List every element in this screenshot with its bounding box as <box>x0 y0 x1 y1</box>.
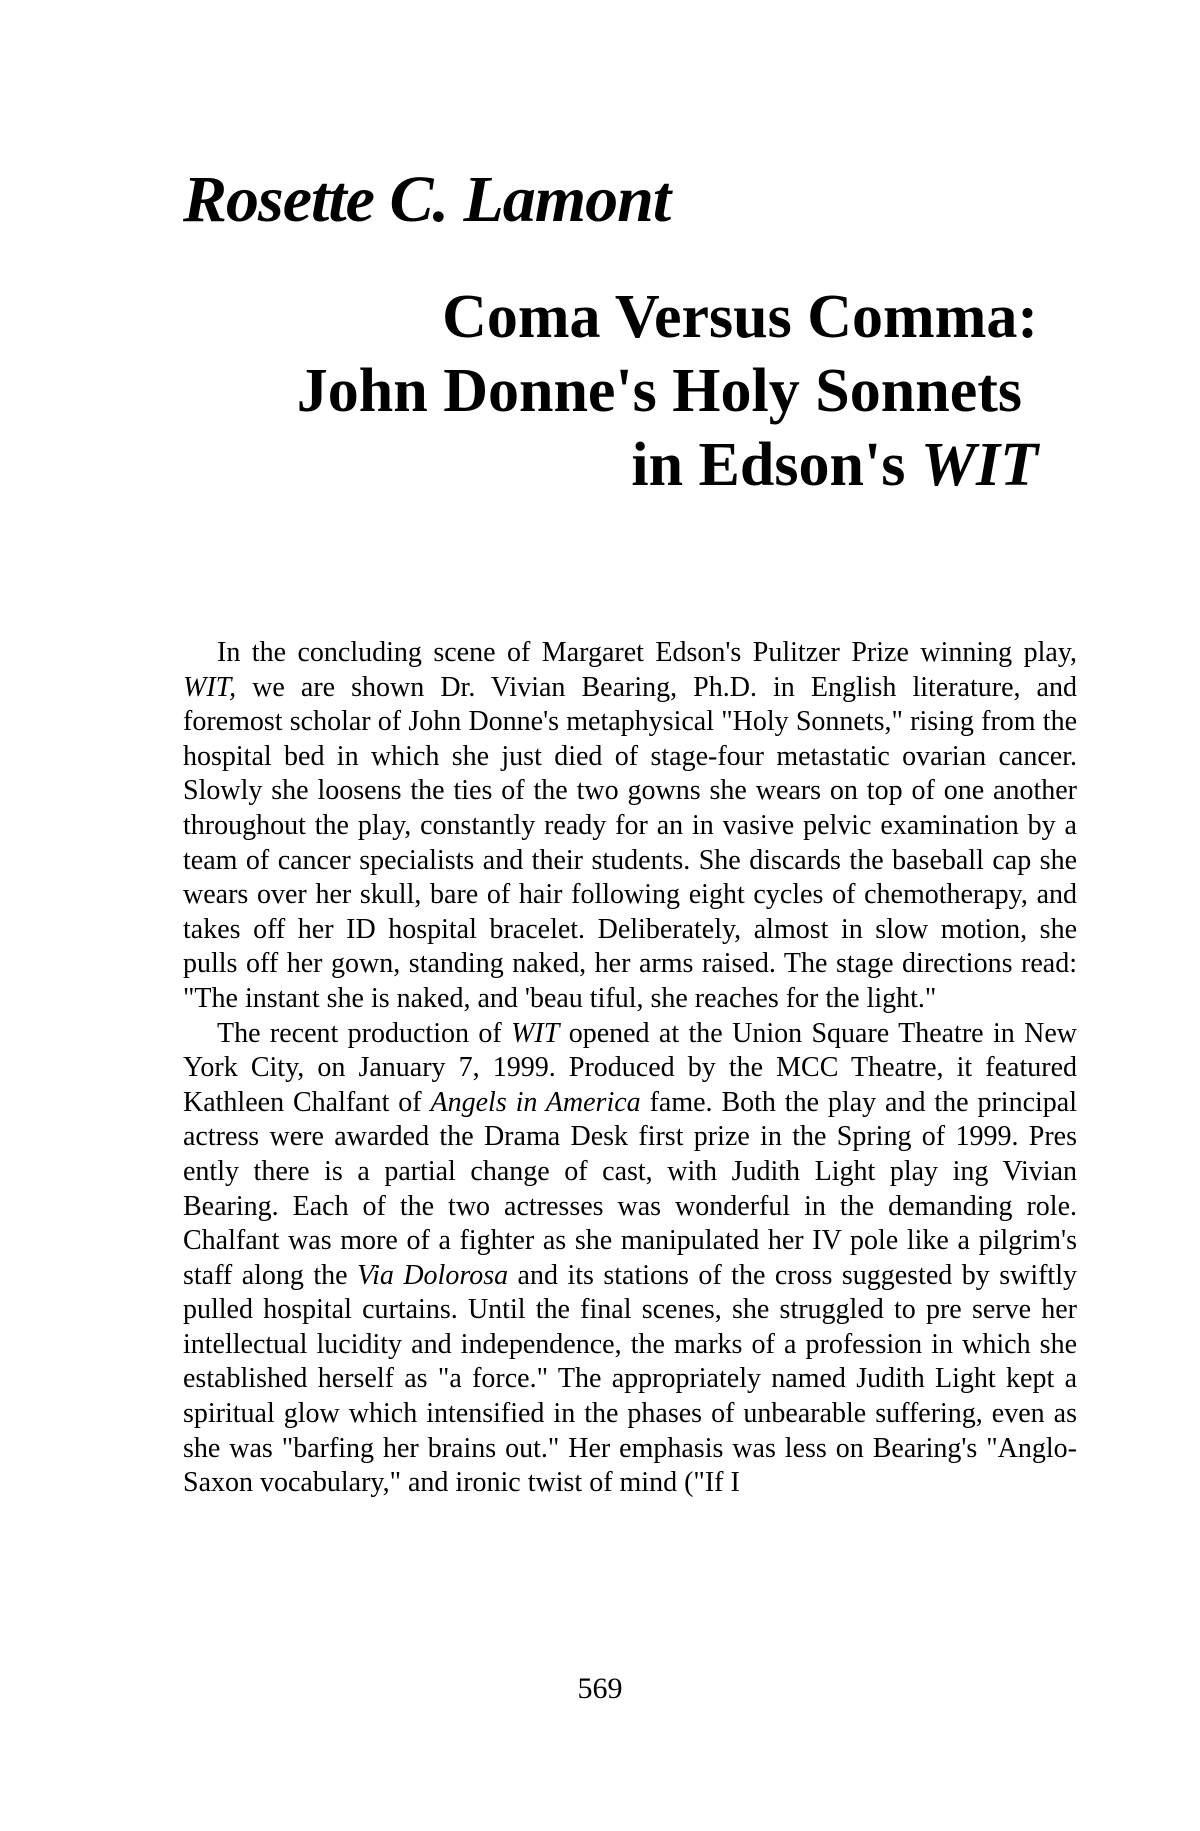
title-line-3 <box>200 428 1038 502</box>
title-italic-wit: WIT <box>920 431 1038 499</box>
italic-text: Angels in America <box>430 1086 641 1118</box>
italic-text: Via Dolorosa <box>357 1259 509 1291</box>
title-line-3-text: in Edson's <box>631 431 921 499</box>
text-run: The recent production of <box>217 1017 512 1049</box>
author-name: Rosette C. Lamont <box>183 163 671 236</box>
title-line-1: Coma Versus Comma: <box>442 283 1038 351</box>
italic-text: WIT, <box>183 671 237 703</box>
article-body <box>183 636 1077 1501</box>
title-line-2: John Donne's Holy Sonnets <box>296 357 1022 425</box>
body-paragraph <box>183 1017 1077 1501</box>
body-paragraph <box>183 636 1077 1017</box>
article-title <box>200 280 1038 502</box>
text-run: we are shown Dr. Vivian Bearing, Ph.D. in English literature, and foremost scholar of John Donne's metaphysical "Holy Sonnets," rising from the hospital bed in which she just died of stage-four metastatic ovarian cancer. Slowly she loosens the ties of the two gowns she wears on top of one another throughout the play, constantly ready for an in vasive pelvic examination by a team of cancer specialists and their students. She discards the baseball cap she wears over her skull, bare of hair following eight cycles of chemotherapy, and takes off her ID hospital bracelet. Deliberately, almost in slow motion, she pulls off her gown, standing naked, her arms raised. The stage directions read: "The instant she is naked, and 'beau tiful, she reaches for the light." <box>183 671 1077 1014</box>
italic-text: WIT <box>511 1017 560 1049</box>
text-run: opened at the Union Square Theatre in New York City, on January 7, 1999. Produced by the MCC Theatre, it featured Kathleen Chalfant of <box>183 1017 1077 1118</box>
text-run: In the concluding scene of Margaret Edson's Pulitzer Prize winning play, <box>217 637 1077 668</box>
text-run: and its stations of the cross suggested by swiftly pulled hospital curtains. Until the final scenes, she struggled to pre serve her intellectual lucidity and independence, the marks of a profession in which she established herself as "a force." The appropriately named Judith Light kept a spiritual glow which intensified in the phases of unbearable suffering, even as she was "barfing her brains out." Her emphasis was less on Bearing's "Anglo-Saxon vocabulary," and ironic twist of mind ("If I <box>183 1259 1077 1499</box>
text-run: fame. Both the play and the principal actress were awarded the Drama Desk first prize in the Spring of 1999. Pres ently there is a partial change of cast, with Judith Light play ing Vivian Bearing. Each of the two actresses was wonderful in the demanding role. Chalfant was more of a fighter as she manipulated her IV pole like a pilgrim's staff along the <box>183 1086 1077 1291</box>
page-number: 569 <box>577 1672 623 1705</box>
